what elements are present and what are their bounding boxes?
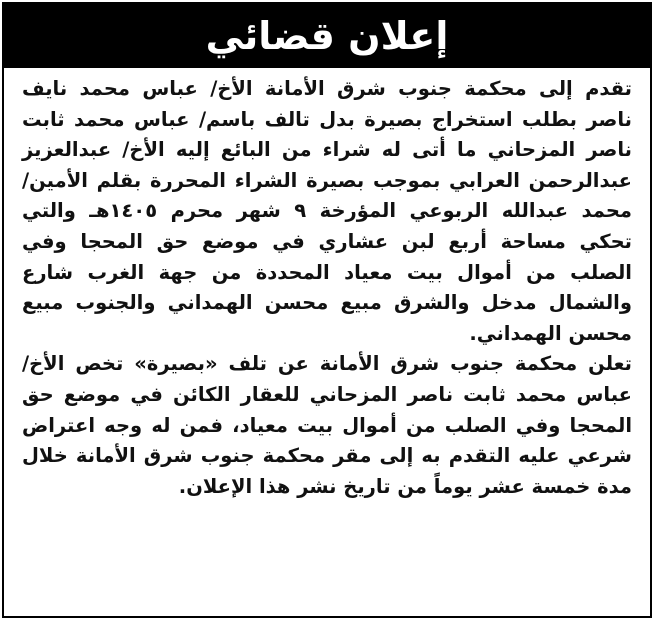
notice-header [4, 4, 650, 68]
court-notice [2, 2, 652, 618]
notice-paragraph-announcement: تعلن محكمة جنوب شرق الأمانة عن تلف «بصيرة» تخص الأخ/ عباس محمد ثابت ناصر المزحاني للعقار الكائن في موضع حق المحجا وفي الصلب من أموال بيت معياد، فمن له وجه اعتراض شرعي عليه التقدم به إلى مقر محكمة جنوب شرق الأمانة خلال مدة خمسة عشر يوماً من تاريخ نشر هذا الإعلان. [22, 352, 632, 498]
notice-body [4, 68, 650, 502]
notice-title: إعلان قضائي [180, 11, 475, 61]
notice-paragraph-request: تقدم إلى محكمة جنوب شرق الأمانة الأخ/ عباس محمد نايف ناصر بطلب استخراج بصيرة بدل تالف باسم/ عباس محمد ثابت ناصر المزحاني ما أتى له شراء من البائع إليه الأخ/ عبدالعزيز عبدالرحمن العرابي بموجب بصيرة الشراء المحررة بقلم الأمين/ محمد عبدالله الربوعي المؤرخة ٩ شهر محرم ١٤٠٥هـ والتي تحكي مساحة أربع لبن عشاري في موضع حق المحجا وفي الصلب من أموال بيت معياد المحددة من جهة الغرب شارع والشمال مدخل والشرق مبيع محسن الهمداني والجنوب مبيع محسن الهمداني. [22, 77, 632, 345]
